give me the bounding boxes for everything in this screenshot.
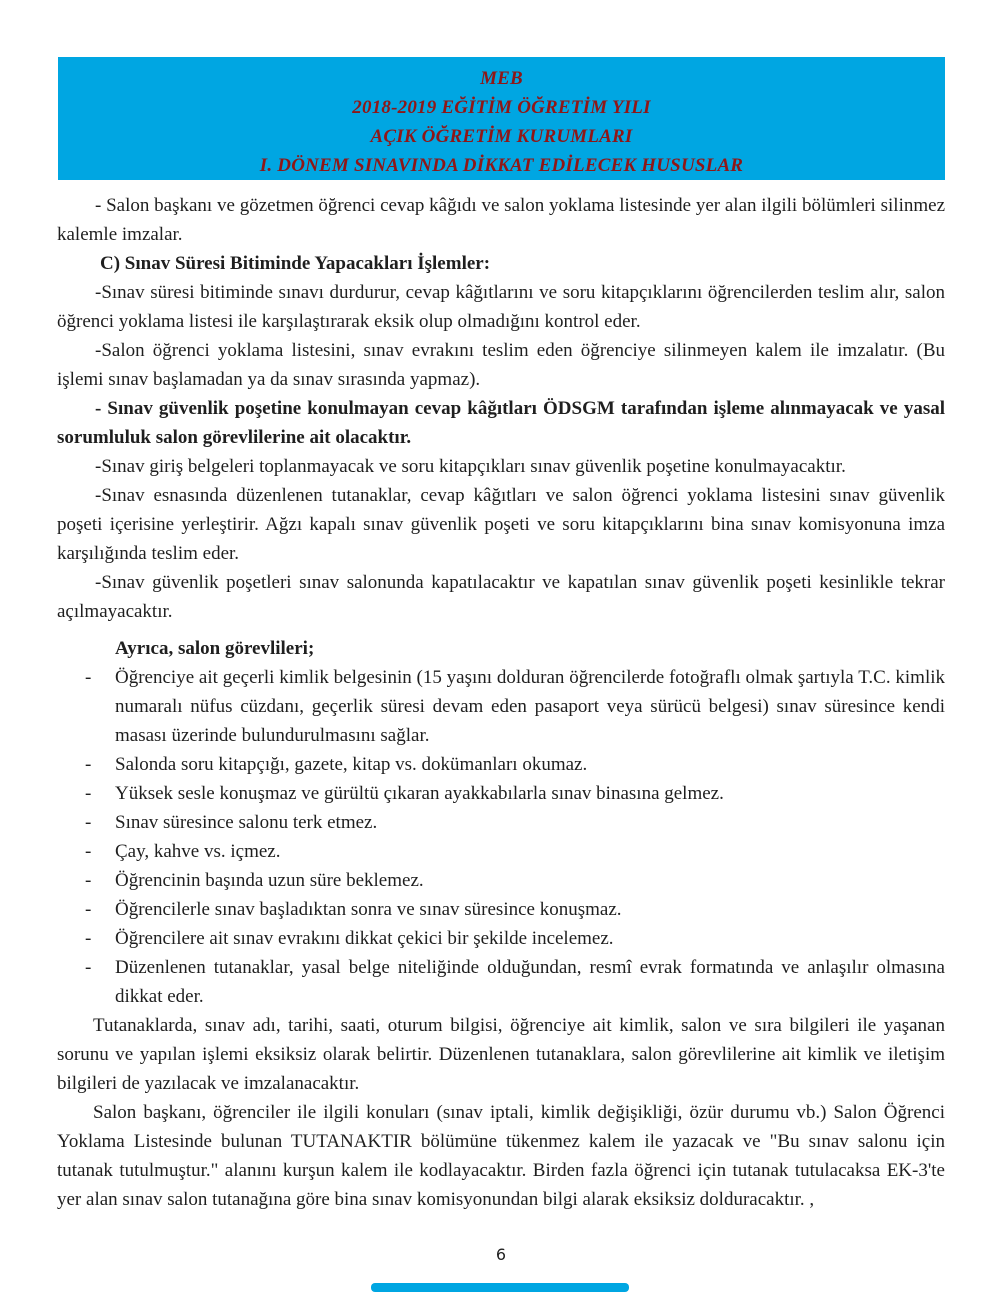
paragraph-entry-documents: -Sınav giriş belgeleri toplanmayacak ve soru kitapçıkları sınav güvenlik poşetine konulmayacaktır. [95, 456, 846, 477]
paragraph-attendance-sign: -Salon öğrenci yoklama listesini, sınav evrakını teslim eden öğrenciye silinmeyen kalem ile imzalatır. (Bu işlemi sınav başlamadan ya da sınav sırasında yapmaz). [57, 340, 945, 390]
list-item-text: Çay, kahve vs. içmez. [115, 841, 281, 862]
list-item-text: Öğrenciye ait geçerli kimlik belgesinin (15 yaşını dolduran öğrencilerde fotoğraflı olmak şartıyla T.C. kimlik numaralı nüfus cüzdanı, geçerlik süresi devam eden pasaport veya sürücü belgesi) sınav süresince kendi masası üzerinde bulundurulmasını sağlar. [115, 667, 945, 746]
header-banner [58, 57, 945, 180]
list-item-text: Öğrencinin başında uzun süre beklemez. [115, 870, 424, 891]
page-number: 6 [495, 1245, 507, 1264]
paragraph-security-pouch: -Sınav esnasında düzenlenen tutanaklar, cevap kâğıtları ve salon öğrenci yoklama listesini sınav güvenlik poşeti içerisine yerleştirir. Ağzı kapalı sınav güvenlik poşeti ve soru kitapçıklarını bina sınav komisyonuna imza karşılığında teslim eder. [57, 485, 945, 564]
paragraph-signature: - Salon başkanı ve gözetmen öğrenci cevap kâğıdı ve salon yoklama listesinde yer alan ilgili bölümleri silinmez kalemle imzalar. [57, 195, 945, 245]
duties-list [57, 663, 945, 1011]
list-item-text: Düzenlenen tutanaklar, yasal belge niteliğinde olduğundan, resmî evrak formatında ve anlaşılır olmasına dikkat eder. [115, 957, 945, 1007]
banner-line-year: 2018-2019 EĞİTİM ÖĞRETİM YILI [352, 97, 651, 118]
list-item-text: Öğrencilere ait sınav evrakını dikkat çekici bir şekilde incelemez. [115, 928, 614, 949]
dash-marker: - [85, 812, 92, 833]
paragraph-exam-end-collect: -Sınav süresi bitiminde sınavı durdurur, cevap kâğıtlarını ve soru kitapçıklarını öğrencilerden teslim alır, salon öğrenci yoklama listesi ile karşılaştırarak eksik olup olmadığını kontrol eder. [57, 282, 945, 332]
list-item-text: Öğrencilerle sınav başladıktan sonra ve sınav süresince konuşmaz. [115, 899, 622, 920]
list-item-text: Sınav süresince salonu terk etmez. [115, 812, 378, 833]
list-item [57, 924, 945, 953]
banner-line-org: MEB [480, 68, 523, 89]
dash-marker: - [85, 957, 92, 978]
dash-marker: - [85, 928, 92, 949]
banner-line-institution: AÇIK ÖĞRETİM KURUMLARI [370, 126, 633, 147]
dash-marker: - [85, 870, 92, 891]
paragraph-report-details: Tutanaklarda, sınav adı, tarihi, saati, oturum bilgisi, öğrenciye ait kimlik, salon ve sıra bilgileri ile yaşanan sorunu ve yapılan işlemi eksiksiz olarak belirtir. Düzenlenen tutanaklara, salon görevlilerine ait kimlik ve iletişim bilgileri de yazılacak ve imzalanacaktır. [57, 1015, 945, 1094]
list-item [57, 808, 945, 837]
list-item [57, 663, 945, 750]
list-item [57, 750, 945, 779]
dash-marker: - [85, 899, 92, 920]
footer-accent-bar [371, 1283, 629, 1292]
list-item [57, 895, 945, 924]
list-item-text: Salonda soru kitapçığı, gazete, kitap vs. dokümanları okumaz. [115, 754, 588, 775]
dash-marker: - [85, 783, 92, 804]
list-item [57, 779, 945, 808]
dash-marker: - [85, 754, 92, 775]
paragraph-report-procedure: Salon başkanı, öğrenciler ile ilgili konuları (sınav iptali, kimlik değişikliği, özür durumu vb.) Salon Öğrenci Yoklama Listesinde bulunan TUTANAKTIR bölümüne tükenmez kalem ile yazacak ve "Bu sınav salonu için tutanak tutulmuştur." alanını kurşun kalem ile kodlayacaktır. Birden fazla öğrenci için tutanak tutulacaksa EK-3'te yer alan sınav salon tutanağına göre bina sınav komisyonundan bilgi alarak eksiksiz dolduracaktır. , [57, 1102, 945, 1210]
document-body [57, 191, 945, 1269]
section-c-heading: C) Sınav Süresi Bitiminde Yapacakları İşlemler: [100, 253, 491, 274]
list-item [57, 866, 945, 895]
list-item-text: Yüksek sesle konuşmaz ve gürültü çıkaran ayakkabılarla sınav binasına gelmez. [115, 783, 724, 804]
list-item [57, 953, 945, 1011]
dash-marker: - [85, 841, 92, 862]
dash-marker: - [85, 667, 92, 688]
paragraph-pouch-sealing: -Sınav güvenlik poşetleri sınav salonunda kapatılacaktır ve kapatılan sınav güvenlik poşeti kesinlikle tekrar açılmayacaktır. [57, 572, 945, 622]
additional-duties-heading: Ayrıca, salon görevlileri; [115, 638, 315, 659]
list-item [57, 837, 945, 866]
banner-line-subject: I. DÖNEM SINAVINDA DİKKAT EDİLECEK HUSUSLAR [259, 155, 744, 176]
paragraph-security-warning: - Sınav güvenlik poşetine konulmayan cevap kâğıtları ÖDSGM tarafından işleme alınmayacak ve yasal sorumluluk salon görevlilerine ait olacaktır. [57, 398, 945, 448]
